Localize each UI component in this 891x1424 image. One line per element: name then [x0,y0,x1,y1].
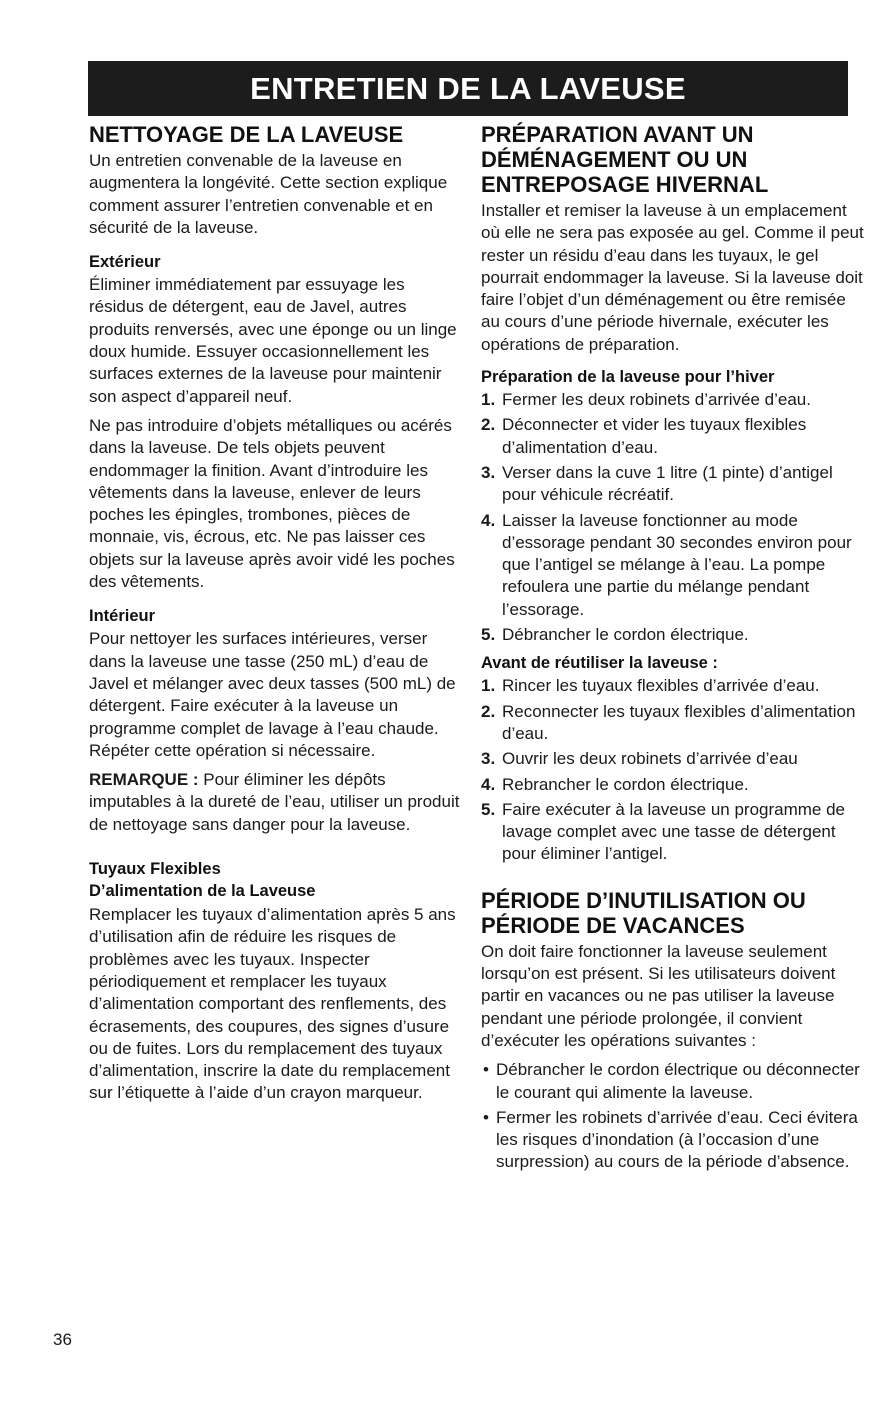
step-text: Fermer les deux robinets d’arrivée d’eau. [502,390,811,410]
list-item [481,701,866,746]
left-column [89,122,461,1112]
paragraph: Installer et remiser la laveuse à un emplacement où elle ne sera pas exposée au gel. Comme il peut rester un résidu d’eau dans les tuyaux, le gel pourrait endommager la laveuse. Si la laveuse doit faire l’objet d’un déménagement ou être remisée au cours d’une période hivernale, exécuter les opérations de préparation. [481,201,864,354]
step-text: Rincer les tuyaux flexibles d’arrivée d’eau. [502,676,820,696]
note-label: REMARQUE : [89,770,199,790]
step-text: Rebrancher le cordon électrique. [502,774,749,794]
steps-list [481,675,866,865]
subsection-hiver [481,366,866,646]
list-item [481,675,866,697]
bullet-text: Débrancher le cordon électrique ou déconnecter le courant qui alimente la laveuse. [496,1060,860,1102]
paragraph: Un entretien convenable de la laveuse en augmentera la longévité. Cette section explique comment assurer l’entretien convenable et en sécurité de la laveuse. [89,151,448,237]
page-title: ENTRETIEN DE LA LAVEUSE [250,70,686,106]
step-number: 4. [481,510,496,530]
paragraph: Éliminer immédiatement par essuyage les résidus de détergent, eau de Javel, autres produits renversés, avec une éponge ou un linge doux humide. Essuyer occasionnellement les surfaces externes de la laveuse pour maintenir son aspect d’appareil neuf. [89,275,457,406]
section-heading: NETTOYAGE DE LA LAVEUSE [89,122,404,147]
step-text: Ouvrir les deux robinets d’arrivée d’eau [502,749,798,769]
subsection-reutiliser [481,652,866,865]
step-text: Déconnecter et vider les tuyaux flexibles d’alimentation d’eau. [502,415,807,457]
list-item [481,510,866,621]
step-number: 4. [481,774,496,794]
step-number: 2. [481,415,496,435]
list-item [481,389,866,411]
section-heading: PÉRIODE D’INUTILISATION OU PÉRIODE DE VACANCES [481,887,806,938]
step-number: 5. [481,625,496,645]
paragraph: Remplacer les tuyaux d’alimentation après 5 ans d’utilisation afin de réduire les risques de problèmes avec les tuyaux. Inspecter périodiquement et remplacer les tuyaux d’alimentation comportant des renflements, des écrasements, des coupures, des signes d’usure ou de fuites. Lors du remplacement des tuyaux d’alimentation, inscrire la date du remplacement sur l’étiquette à l’aide d’un crayon marqueur. [89,905,456,1103]
right-column [481,122,866,1177]
subsection-heading: Préparation de la laveuse pour l’hiver [481,368,775,387]
step-text: Faire exécuter à la laveuse un programme de lavage complet avec une tasse de détergent pour éliminer l’antigel. [502,799,846,864]
heading-line: Tuyaux Flexibles [89,860,221,879]
heading-line: D’alimentation de la Laveuse [89,882,316,901]
note-paragraph [89,769,461,836]
section-nettoyage [89,122,461,239]
subsection-heading: Avant de réutiliser la laveuse : [481,654,718,673]
step-text: Verser dans la cuve 1 litre (1 pinte) d’antigel pour véhicule récréatif. [502,462,833,505]
note-text: Pour éliminer les dépôts imputables à la dureté de l’eau, utiliser un produit de nettoyage sans danger pour la laveuse. [89,770,460,834]
subsection-interieur [89,605,461,836]
step-number: 3. [481,462,496,482]
section-inutilisation [481,888,866,1174]
step-number: 1. [481,390,496,410]
bullet-icon: • [483,1060,489,1080]
list-item [481,774,866,796]
steps-list [481,389,866,646]
page-number: 36 [53,1330,72,1349]
bullet-list [481,1059,866,1173]
list-item [481,799,866,866]
list-item [481,1107,866,1174]
list-item [481,748,866,770]
list-item [481,462,866,507]
list-item [481,624,866,646]
subsection-heading: Extérieur [89,253,161,272]
subsection-heading: Intérieur [89,607,156,626]
subsection-heading [89,858,461,902]
step-number: 5. [481,799,496,819]
step-text: Laisser la laveuse fonctionner au mode d’essorage pendant 30 secondes environ pour que l’antigel se mélange à l’eau. La pompe refoulera une partie du mélange pendant l’essorage. [502,510,852,619]
paragraph: Pour nettoyer les surfaces intérieures, verser dans la laveuse une tasse (250 mL) d’eau de Javel et mélanger avec deux tasses (500 mL) de détergent. Faire exécuter à la laveuse un programme complet de lavage à l’eau chaude. Répéter cette opération si nécessaire. [89,629,456,760]
section-heading: PRÉPARATION AVANT UN DÉMÉNAGEMENT OU UN ENTREPOSAGE HIVERNAL [481,122,769,197]
step-text: Reconnecter les tuyaux flexibles d’alimentation d’eau. [502,701,856,743]
section-preparation [481,122,866,356]
bullet-icon: • [483,1107,489,1127]
paragraph: On doit faire fonctionner la laveuse seulement lorsqu’on est présent. Si les utilisateurs doivent partir en vacances ou ne pas utiliser la laveuse pendant une période prolongée, il convient d’exécuter les opérations suivantes : [481,941,836,1050]
subsection-tuyaux [89,858,461,1105]
step-number: 1. [481,676,496,696]
paragraph: Ne pas introduire d’objets métalliques ou acérés dans la laveuse. De tels objets peuvent endommager la finition. Avant d’introduire les vêtements dans la laveuse, enlever de leurs poches les épingles, trombones, pièces de monnaie, vis, écrous, etc. Ne pas laisser ces objets sur la laveuse après avoir vidé les poches des vêtements. [89,415,455,592]
bullet-text: Fermer les robinets d’arrivée d’eau. Ceci évitera les risques d’inondation (à l’occasion d’une surpression) au cours de la période d’absence. [496,1107,858,1172]
list-item [481,1059,866,1104]
list-item [481,414,866,459]
step-number: 3. [481,749,496,769]
step-text: Débrancher le cordon électrique. [502,625,749,645]
step-number: 2. [481,701,496,721]
subsection-exterieur [89,251,461,593]
page-title-banner [88,61,848,116]
